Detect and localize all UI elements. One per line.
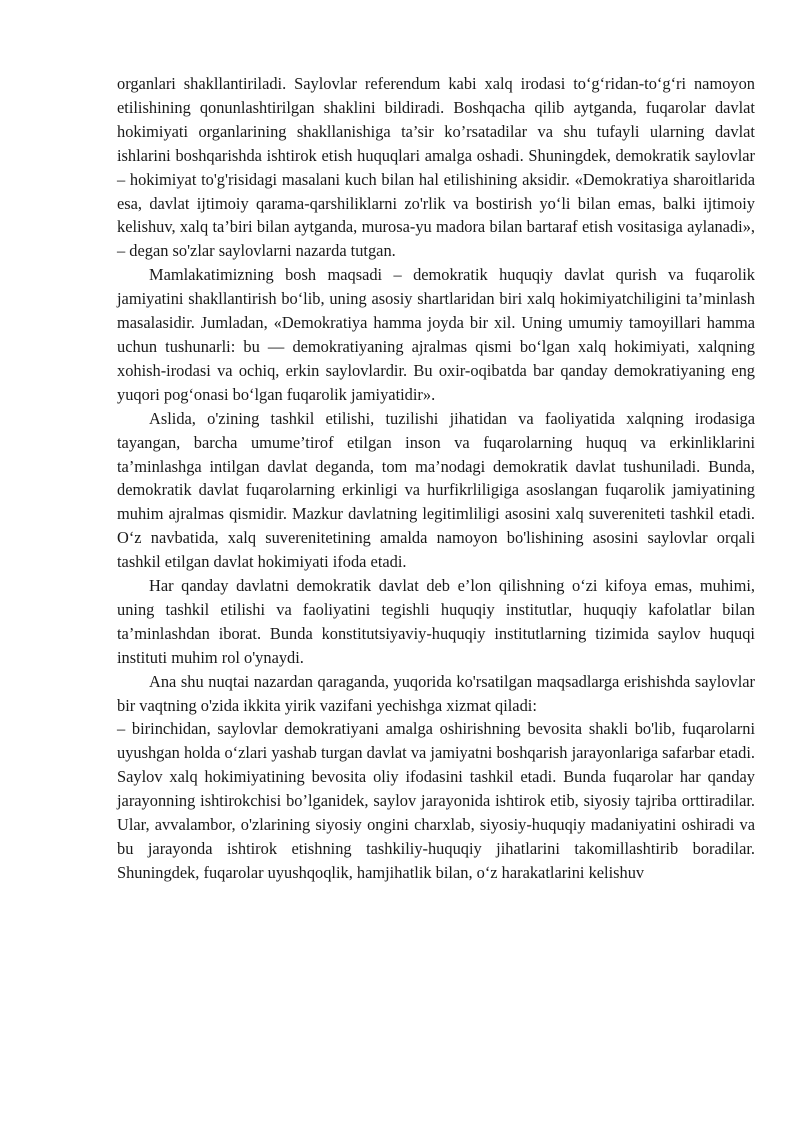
paragraph-main-goal: Mamlakatimizning bosh maqsadi – demokratik huquqiy davlat qurish va fuqarolik jamiyatini shakllantirish bo‘lib, uning asosiy shartlaridan biri xalq hokimiyatchiligini ta’minlash masalasidir. Jumladan, «Demokratiya hamma joyda bir xil. Uning umumiy tamoyillari hamma uchun tushunarli: bu — demokratiyaning ajralmas qismi bo‘lgan xalq hokimiyati, xalqning xohish-irodasi va ochiq, erkin saylovlardir. Bu oxir-oqibatda bar qanday demokratiyaning eng yuqori pog‘onasi bo‘lgan fuqarolik jamiyatidir». [117, 265, 755, 404]
paragraph-first-task: – birinchidan, saylovlar demokratiyani amalga oshirishning bevosita shakli bo'lib, fuqarolarni uyushgan holda o‘zlari yashab turgan davlat va jamiyatni boshqarish jarayonlariga safarbar etadi. Saylov xalq hokimiyatining bevosita oliy ifodasini tashkil etadi. Bunda fuqarolar har qanday jarayonning ishtirokchisi bo’lganidek, saylov jarayonida ishtirok etib, siyosiy tajriba orttiradilar. Ular, avvalambor, o'zlarining siyosiy ongini charxlab, siyosiy-huquqiy madaniyatini oshiradi va bu jarayonda ishtirok etishning tashkiliy-huquqiy jihatlarini takomillashtirib boradilar. Shuningdek, fuqarolar uyushqoqlik, hamjihatlik bilan, o‘z harakatlarini kelishuv [117, 719, 755, 882]
paragraph-continuation: organlari shakllantiriladi. Saylovlar referendum kabi xalq irodasi to‘g‘ridan-to‘g‘ri namoyon etilishining qonunlashtirilgan shaklini bildiradi. Boshqacha qilib aytganda, fuqarolar davlat hokimiyati organlarining shakllanishiga ta’sir ko’rsatadilar va shu tufayli ularning davlat ishlarini boshqarishda ishtirok etish huquqlari amalga oshadi. Shuningdek, demokratik saylovlar – hokimiyat to'g'risidagi masalani kuch bilan hal etilishining aksidir. «Demokratiya sharoitlarida esa, davlat ijtimoiy qarama-qarshiliklarni zo'rlik va bostirish yo‘li bilan emas, balki ijtimoiy kelishuv, xalq ta’biri bilan aytganda, murosa-yu madora bilan bartaraf etish vositasiga aylanadi», – degan so'zlar saylovlarni nazarda tutgan. [117, 74, 755, 261]
paragraph-democratic-state: Aslida, o'zining tashkil etilishi, tuzilishi jihatidan va faoliyatida xalqning irodasiga tayangan, barcha umume’tirof etilgan inson va fuqarolarning huquq va erkinliklarini ta’minlashga intilgan davlat deganda, tom ma’nodagi demokratik davlat tushuniladi. Bunda, demokratik davlat fuqarolarning erkinligi va hurfikrliligiga asoslangan fuqarolik jamiyatining muhim ajralmas qismidir. Mazkur davlatning legitimliligi asosini xalq suvereniteti tashkil etadi. O‘z navbatida, xalq suverenitetining amalda namoyon bo'lishining asosini saylovlar orqali tashkil etilgan davlat hokimiyati ifoda etadi. [117, 408, 755, 572]
document-page [117, 72, 755, 885]
paragraph-legal-institutes: Har qanday davlatni demokratik davlat deb e’lon qilishning o‘zi kifoya emas, muhimi, uning tashkil etilishi va faoliyatini tegishli huquqiy institutlar, huquqiy kafolatlar bilan ta’minlashdan iborat. Bunda konstitutsiyaviy-huquqiy institutlarning tizimida saylov huquqi instituti muhim rol o'ynaydi. [117, 576, 755, 667]
paragraph-two-tasks: Ana shu nuqtai nazardan qaraganda, yuqorida ko'rsatilgan maqsadlarga erishishda saylovlar bir vaqtning o'zida ikkita yirik vazifani yechishga xizmat qiladi: [117, 671, 755, 715]
